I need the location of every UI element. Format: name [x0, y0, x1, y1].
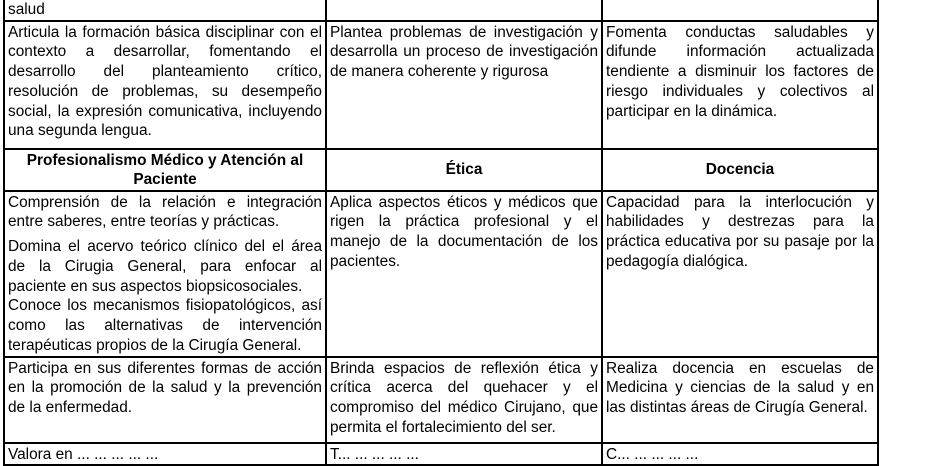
cell-text: Capacidad para la interlocución y habilidades y destrezas para la práctica educativa por su pasaje por la pedagogía dialógica.	[606, 193, 874, 270]
table-cell	[326, 357, 602, 443]
cell-text: C... ... ... ... ...	[606, 445, 699, 463]
table-cell	[4, 0, 326, 21]
cell-text: Participa en sus diferentes formas de acción en la promoción de la salud y la prevención de la enfermedad.	[8, 359, 322, 417]
cell-text: Fomenta conductas saludables y difunde información actualizada tendiente a disminuir los factores de riesgo individuales y colectivos al participar en la dinámica.	[606, 23, 874, 120]
cell-text: Valora en ... ... ... ... ...	[8, 445, 159, 463]
table-row	[4, 21, 878, 149]
cell-text: Comprensión de la relación e integración entre saberes, entre teorías y prácticas.	[8, 193, 322, 231]
cell-text: T... ... ... ... ...	[330, 445, 419, 463]
table-cell	[326, 191, 602, 357]
cell-text: Brinda espacios de reflexión ética y crítica acerca del quehacer y el compromiso del médico Cirujano, que permita el fortalecimiento del ser.	[330, 359, 598, 436]
cell-text: Articula la formación básica disciplinar con el contexto a desarrollar, fomentando el desarrollo del planteamiento crítico, resolución de problemas, su desempeño social, la expresión comunicativa, incluyendo una segunda lengua.	[8, 23, 322, 140]
table-cell	[326, 443, 602, 466]
table-cell	[4, 357, 326, 443]
table-cell	[4, 443, 326, 466]
table-cell	[4, 21, 326, 149]
table-row	[4, 0, 878, 21]
column-header-profesionalismo: Profesionalismo Médico y Atención al Paciente	[4, 149, 326, 191]
competencies-table	[3, 0, 879, 466]
table-row	[4, 357, 878, 443]
table-row-cutoff	[4, 443, 878, 466]
table-cell	[602, 357, 878, 443]
cell-text: Plantea problemas de investigación y desarrolla un proceso de investigación de manera coherente y rigurosa	[330, 23, 598, 81]
cell-text: Domina el acervo teórico clínico del el área de la Cirugia General, para enfocar al paciente en sus aspectos biopsicosociales.	[8, 238, 322, 295]
table-cell	[602, 443, 878, 466]
table-cell	[602, 21, 878, 149]
column-header-docencia: Docencia	[602, 149, 878, 191]
table-cell	[4, 191, 326, 357]
table-cell	[326, 0, 602, 21]
table-cell	[602, 191, 878, 357]
table-cell	[602, 0, 878, 21]
header-row	[4, 149, 878, 191]
table-cell	[326, 21, 602, 149]
cell-text: Conoce los mecanismos fisiopatológicos, así como las alternativas de intervención terapéuticas propios de la Cirugía General.	[8, 297, 322, 354]
column-header-etica: Ética	[326, 149, 602, 191]
cell-text: salud	[8, 1, 45, 18]
cell-text: Aplica aspectos éticos y médicos que rigen la práctica profesional y el manejo de la documentación de los pacientes.	[330, 193, 598, 270]
cell-text: Realiza docencia en escuelas de Medicina y ciencias de la salud y en las distintas áreas de Cirugía General.	[606, 359, 874, 417]
table-row	[4, 191, 878, 357]
